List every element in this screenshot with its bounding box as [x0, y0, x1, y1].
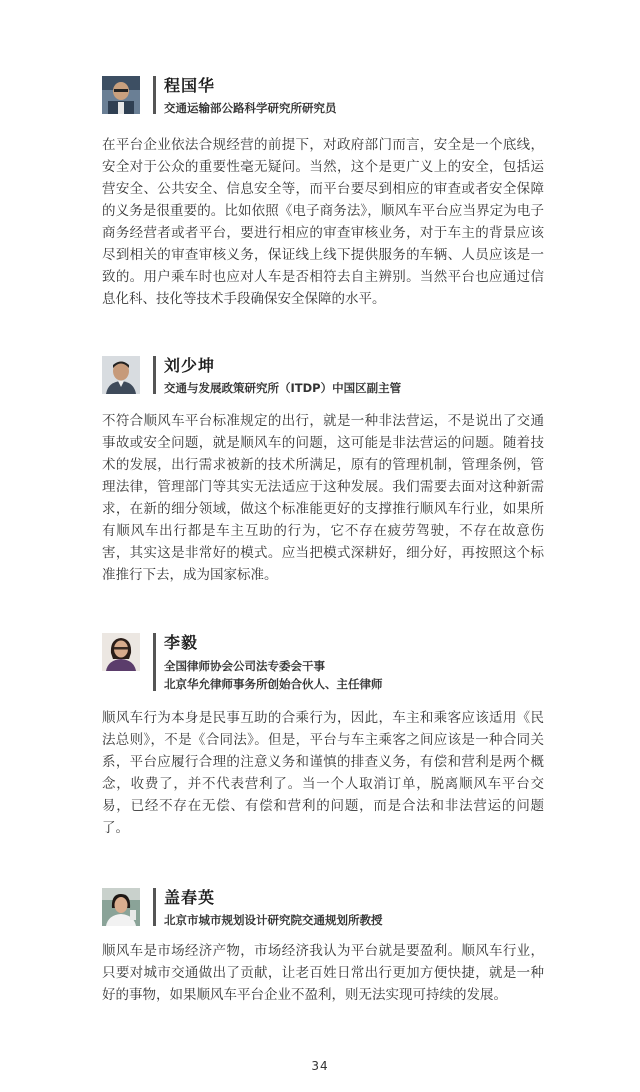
- expert-title: 交通与发展政策研究所（ITDP）中国区副主管: [164, 381, 402, 395]
- avatar-cheng-guohua: [102, 76, 140, 114]
- divider-bar: [153, 76, 156, 114]
- expert-statement: 在平台企业依法合规经营的前提下，对政府部门而言，安全是一个底线，安全对于公众的重要性毫无疑问。当然，这个是更广义上的安全，包括运营安全、公共安全、信息安全等，而平台要尽到相应的审查或者安全保障的义务是很重要的。比如依照《电子商务法》，顺风车平台应当界定为电子商务经营者或者平台，要进行相应的审查审核业务，对于车主的背景应该尽到相关的审查审核义务，保证线上线下提供服务的车辆、人员应该是一致的。用户乘车时也应对人车是否相符去自主辨别。当然平台也应通过信息化科、技化等技术手段确保安全保障的水平。: [102, 137, 544, 307]
- expert-title: 北京市城市规划设计研究院交通规划所教授: [164, 913, 383, 927]
- avatar-liu-shaokun: [102, 356, 140, 394]
- expert-title: 全国律师协会公司法专委会干事: [164, 659, 325, 673]
- expert-name: 盖春英: [164, 888, 216, 907]
- expert-section-4: [102, 888, 544, 1003]
- expert-title: 交通运输部公路科学研究所研究员: [164, 101, 337, 115]
- divider-bar: [153, 633, 156, 691]
- expert-statement: 不符合顺风车平台标准规定的出行，就是一种非法营运，不是说出了交通事故或安全问题，就是顺风车的问题，这可能是非法营运的问题。随着技术的发展，出行需求被新的技术所满足，原有的管理机制，管理条例，管理法律，管理部门等其实无法适应于这种发展。我们需要去面对这种新需求，在新的细分领域，做这个标准能更好的支撑推行顺风车行业，如果所有顺风车出行都是车主互助的行为，它不存在疲劳驾驶，不存在故意伤害，其实这是非常好的模式。应当把模式深耕好，细分好，再按照这个标准推行下去，成为国家标准。: [102, 413, 544, 583]
- expert-section-1: [102, 76, 544, 307]
- expert-statement: 顺风车是市场经济产物，市场经济我认为平台就是要盈利。顺风车行业，只要对城市交通做出了贡献，让老百姓日常出行更加方便快捷，就是一种好的事物，如果顺风车平台企业不盈利，则无法实现可持续的发展。: [102, 943, 544, 1003]
- avatar-gai-chunying: [102, 888, 140, 926]
- expert-name: 程国华: [164, 76, 216, 95]
- expert-name: 刘少坤: [164, 356, 216, 375]
- expert-statement: 顺风车行为本身是民事互助的合乘行为，因此，车主和乘客应该适用《民法总则》，不是《合同法》。但是，平台与车主乘客之间应该是一种合同关系，平台应履行合理的注意义务和谨慎的排查义务，有偿和营利是两个概念，收费了，并不代表营利了。当一个人取消订单，脱离顺风车平台交易，已经不存在无偿、有偿和营利的问题，而是合法和非法营运的问题了。: [102, 710, 544, 836]
- avatar-li-yi: [102, 633, 140, 671]
- expert-title: 北京华允律师事务所创始合伙人、主任律师: [164, 677, 383, 691]
- divider-bar: [153, 356, 156, 394]
- expert-section-2: [102, 356, 544, 583]
- expert-section-3: [102, 633, 544, 836]
- expert-name: 李毅: [164, 633, 199, 652]
- expert-header: [102, 888, 542, 928]
- page-number: 34: [311, 1059, 329, 1073]
- expert-header: [102, 356, 542, 396]
- divider-bar: [153, 888, 156, 926]
- expert-header: [102, 633, 542, 693]
- expert-header: [102, 76, 542, 116]
